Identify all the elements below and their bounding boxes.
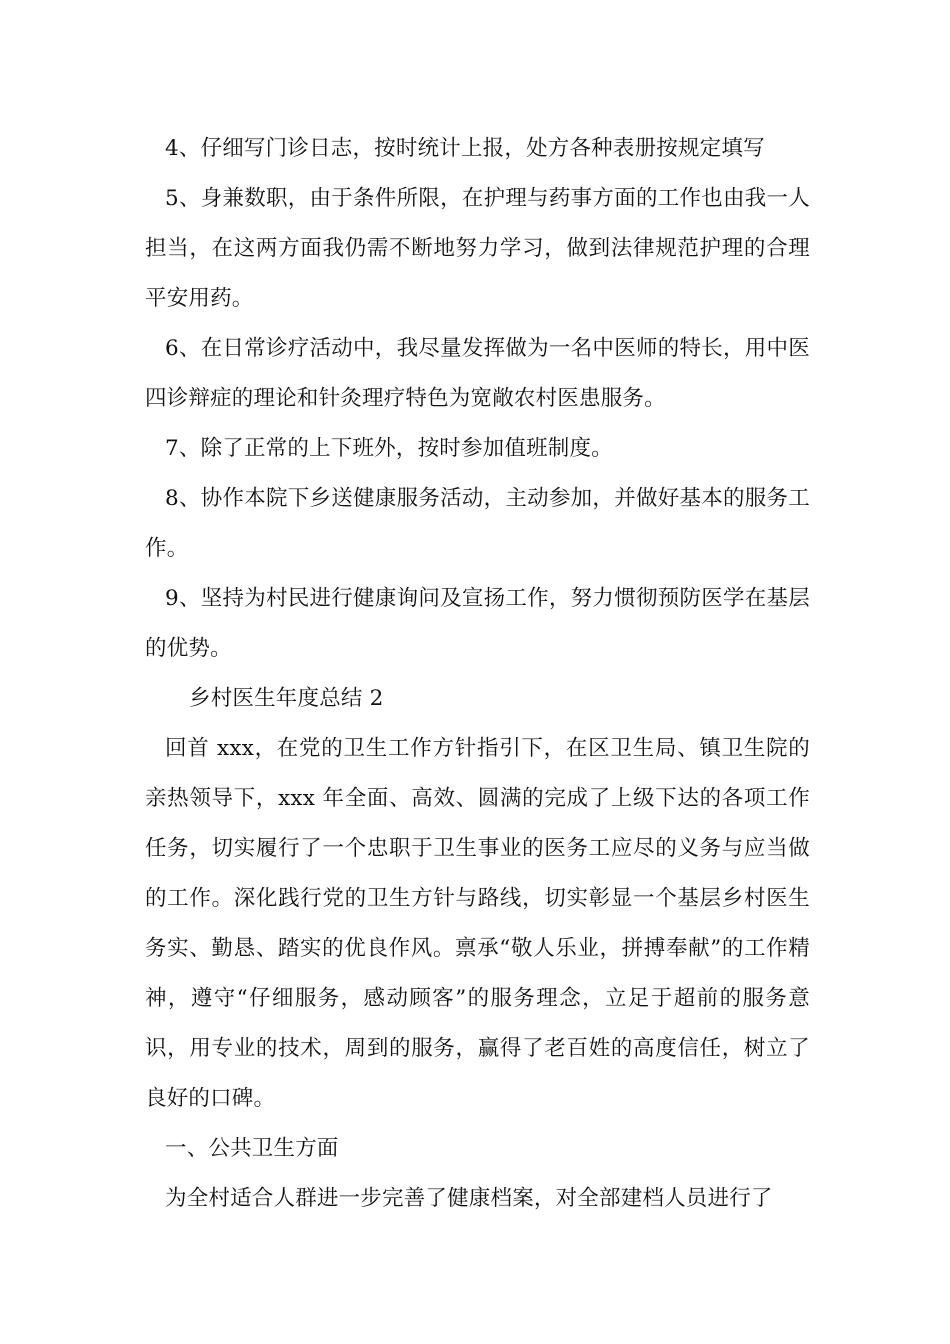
document-body: [145, 124, 810, 1224]
paragraph-item-5: 5、身兼数职，由于条件所限，在护理与药事方面的工作也由我一人担当，在这两方面我仍需不断地努力学习，做到法律规范护理的合理平安用药。: [145, 186, 810, 311]
paragraph-item-8: 8、协作本院下乡送健康服务活动，主动参加，并做好基本的服务工作。: [145, 486, 810, 561]
paragraph-item-4: 4、仔细写门诊日志，按时统计上报，处方各种表册按规定填写: [165, 136, 765, 161]
paragraph-item-7: 7、除了正常的上下班外，按时参加值班制度。: [165, 436, 613, 461]
summary-paragraph: 回首 xxx，在党的卫生工作方针指引下，在区卫生局、镇卫生院的亲热领导下，xxx 年全面、高效、圆满的完成了上级下达的各项工作任务，切实履行了一个忠职于卫生事业的医务工应尽的义务与应当做的工作。深化践行党的卫生方针与路线，切实彰显一个基层乡村医生务实、勤恳、踏实的优良作风。禀承“敬人乐业，拼搏奉献”的工作精神，遵守“仔细服务，感动顾客”的服务理念，立足于超前的服务意识，用专业的技术，周到的服务，赢得了老百姓的高度信任，树立了良好的口碑。: [145, 736, 810, 1111]
section-title: 乡村医生年度总结 2: [189, 686, 384, 711]
public-health-paragraph: 为全村适合人群进一步完善了健康档案，对全部建档人员进行了: [165, 1186, 773, 1211]
paragraph-item-9: 9、坚持为村民进行健康询问及宣扬工作，努力惯彻预防医学在基层的优势。: [145, 586, 810, 661]
paragraph-item-6: 6、在日常诊疗活动中，我尽量发挥做为一名中医师的特长，用中医四诊辩症的理论和针灸理疗特色为宽敞农村医患服务。: [145, 336, 810, 411]
subsection-heading: 一、公共卫生方面: [165, 1136, 339, 1161]
